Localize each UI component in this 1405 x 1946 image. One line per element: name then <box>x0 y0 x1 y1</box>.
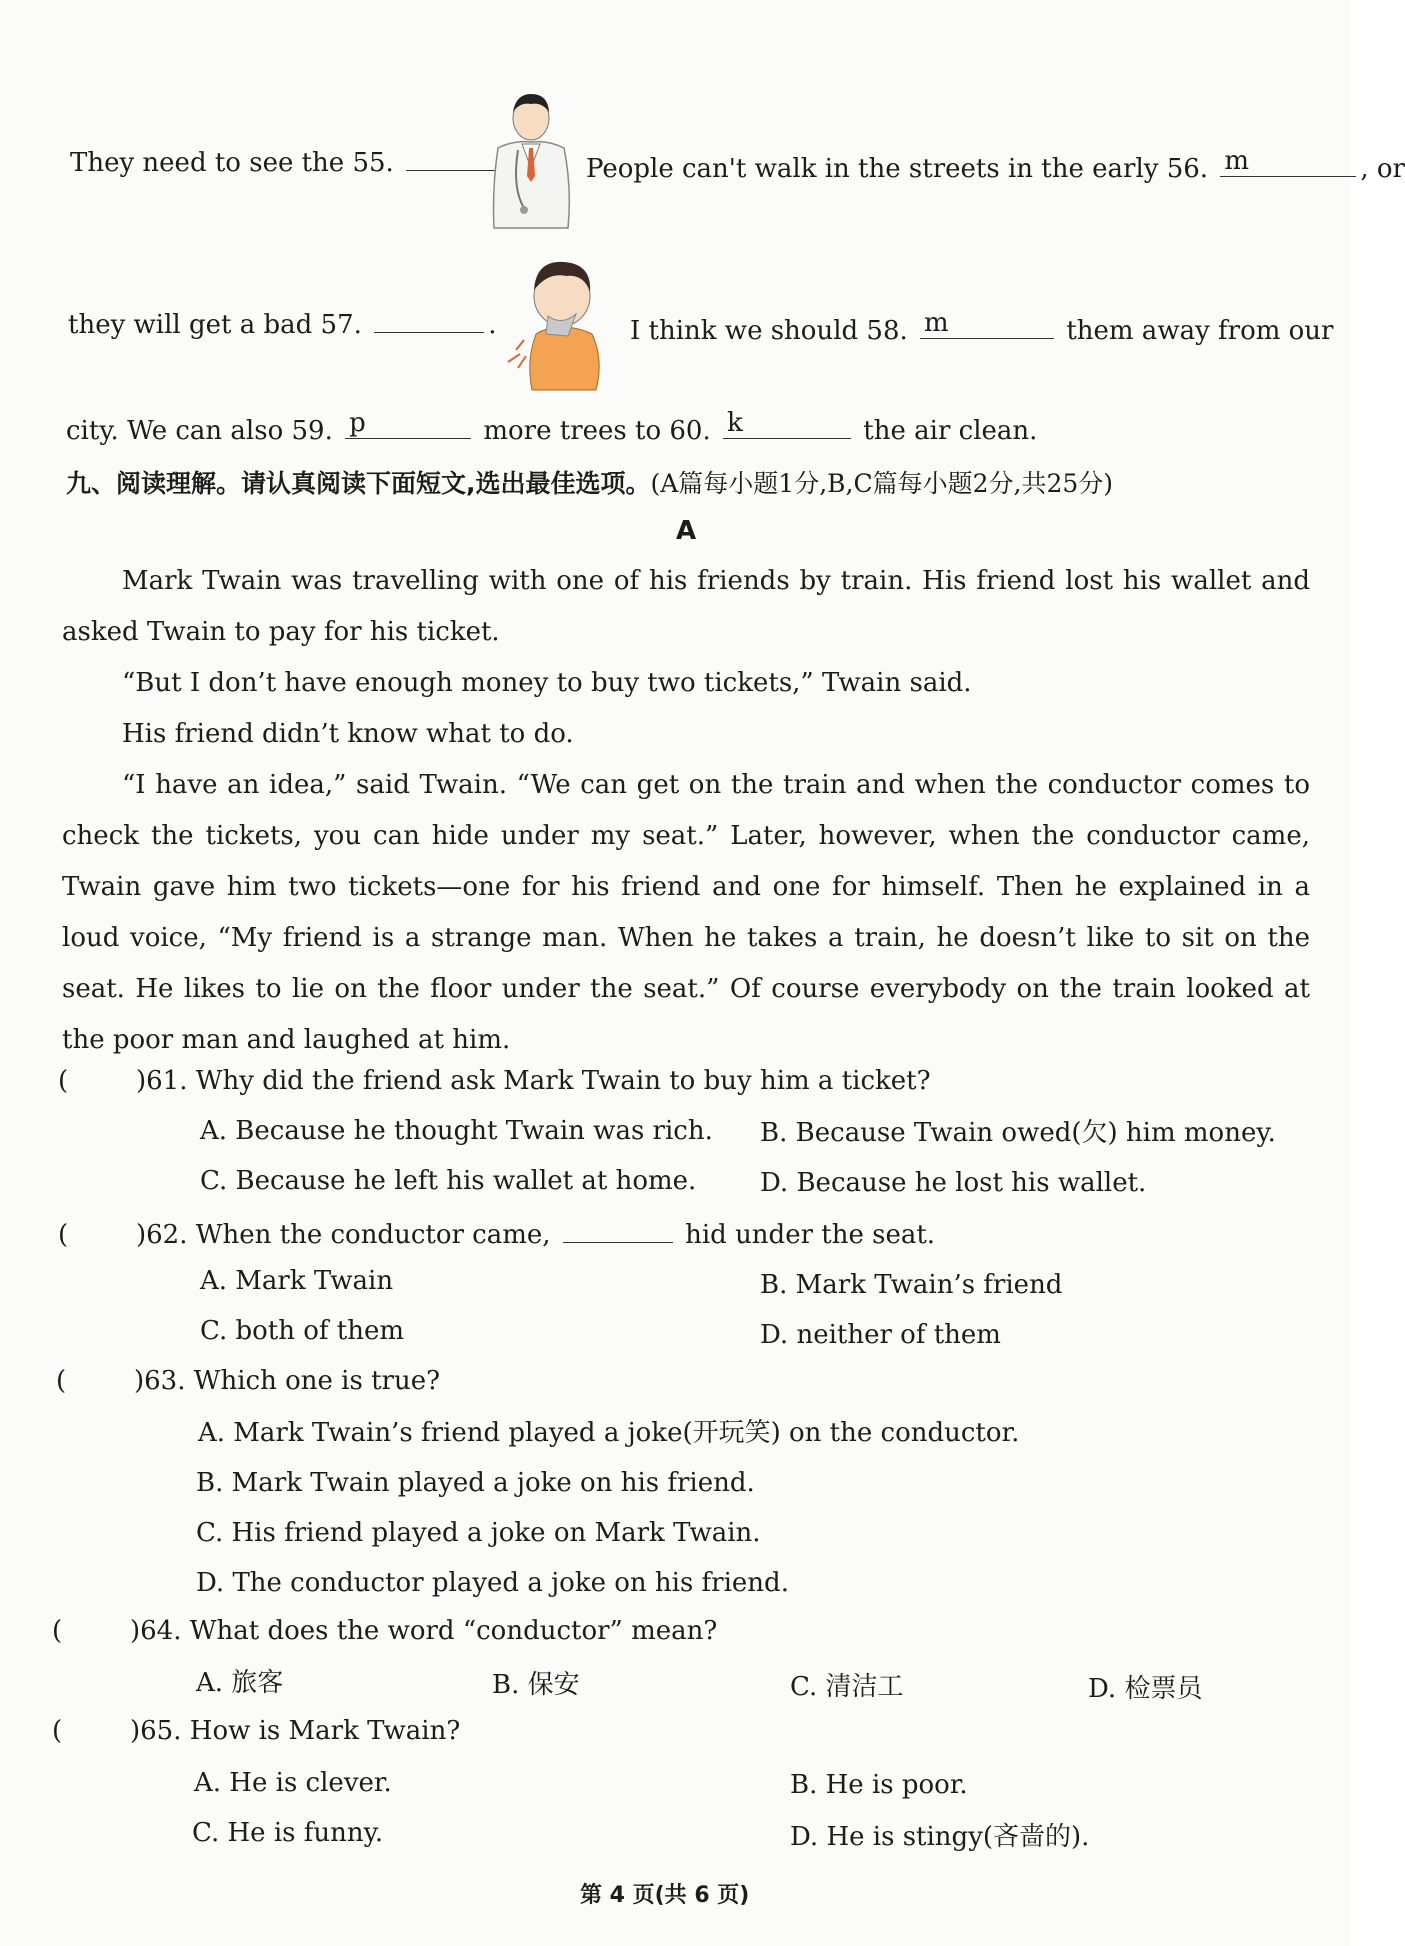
option-63-d[interactable]: D. The conductor played a joke on his friend. <box>196 1568 789 1598</box>
passage-paragraph: “I have an idea,” said Twain. “We can get on the train and when the conductor comes to check the tickets, you can hide under my seat.” Later, however, when the conductor came, Twain gave him two tickets—one for his friend and one for himself. Then he explained in a loud voice, “My friend is a strange man. When he takes a train, he doesn’t like to sit on the seat. He likes to lie on the floor under the seat.” Of course everybody on the train looked at the poor man and laughed at him. <box>62 770 1310 1055</box>
answer-paren-61[interactable]: ( <box>58 1066 69 1096</box>
blank-58[interactable]: m <box>920 310 1054 339</box>
option-65-d[interactable]: D. He is stingy(吝啬的). <box>790 1822 1090 1852</box>
question-61: ( )61. Why did the friend ask Mark Twain to buy him a ticket? <box>58 1066 931 1096</box>
option-62-c[interactable]: C. both of them <box>200 1316 405 1346</box>
option-62-d[interactable]: D. neither of them <box>760 1320 1001 1350</box>
option-61-c[interactable]: C. Because he left his wallet at home. <box>200 1166 697 1196</box>
passage-label: A <box>676 516 697 546</box>
answer-paren-62[interactable]: ( <box>58 1220 69 1250</box>
fill-line-57: they will get a bad 57. . <box>68 304 496 342</box>
option-62-a[interactable]: A. Mark Twain <box>200 1266 394 1296</box>
blank-60[interactable]: k <box>723 410 851 439</box>
blank-56[interactable]: m <box>1220 148 1356 177</box>
option-63-c[interactable]: C. His friend played a joke on Mark Twain. <box>196 1518 761 1548</box>
passage-body <box>62 556 1310 1066</box>
question-63: ( )63. Which one is true? <box>56 1366 441 1396</box>
answer-paren-64[interactable]: ( <box>52 1616 63 1646</box>
option-65-b[interactable]: B. He is poor. <box>790 1770 968 1800</box>
fill-line-58: I think we should 58. m them away from our <box>630 308 1334 346</box>
passage-paragraph: Mark Twain was travelling with one of his friends by train. His friend lost his wallet and asked Twain to pay for his ticket. <box>62 566 1310 647</box>
option-64-b[interactable]: B. 保安 <box>492 1670 580 1700</box>
fill-line-56: People can't walk in the streets in the early 56. m , or <box>586 146 1405 184</box>
passage-paragraph: His friend didn’t know what to do. <box>122 719 574 749</box>
answer-paren-63[interactable]: ( <box>56 1366 67 1396</box>
option-64-d[interactable]: D. 检票员 <box>1088 1674 1203 1704</box>
passage-paragraph: “But I don’t have enough money to buy two tickets,” Twain said. <box>122 668 972 698</box>
option-63-a[interactable]: A. Mark Twain’s friend played a joke(开玩笑) on the conductor. <box>198 1418 1020 1448</box>
blank-59[interactable]: p <box>345 410 471 439</box>
option-61-a[interactable]: A. Because he thought Twain was rich. <box>200 1116 713 1146</box>
doctor-illustration <box>478 88 584 230</box>
fill-line-59-60: city. We can also 59. p more trees to 60. k the air clean. <box>66 408 1038 446</box>
question-64: ( )64. What does the word “conductor” mean? <box>52 1616 718 1646</box>
option-63-b[interactable]: B. Mark Twain played a joke on his friend. <box>196 1468 755 1498</box>
option-65-c[interactable]: C. He is funny. <box>192 1818 384 1848</box>
option-64-a[interactable]: A. 旅客 <box>196 1668 284 1698</box>
option-61-b[interactable]: B. Because Twain owed(欠) him money. <box>760 1118 1276 1148</box>
coughing-boy-illustration <box>496 250 626 392</box>
option-61-d[interactable]: D. Because he lost his wallet. <box>760 1168 1147 1198</box>
question-62: ( )62. When the conductor came, hid under the seat. <box>58 1214 935 1252</box>
option-65-a[interactable]: A. He is clever. <box>194 1768 392 1798</box>
answer-paren-65[interactable]: ( <box>52 1716 63 1746</box>
option-64-c[interactable]: C. 清洁工 <box>790 1672 904 1702</box>
option-62-b[interactable]: B. Mark Twain’s friend <box>760 1270 1063 1300</box>
blank-62[interactable] <box>563 1214 673 1243</box>
fill-line-55: They need to see the 55. <box>70 142 528 180</box>
blank-57[interactable] <box>374 304 484 333</box>
section-heading: 九、阅读理解。请认真阅读下面短文,选出最佳选项。(A篇每小题1分,B,C篇每小题2分,共25分) <box>66 469 1114 498</box>
page-number: 第 4 页(共 6 页) <box>580 1883 750 1908</box>
question-65: ( )65. How is Mark Twain? <box>52 1716 461 1746</box>
